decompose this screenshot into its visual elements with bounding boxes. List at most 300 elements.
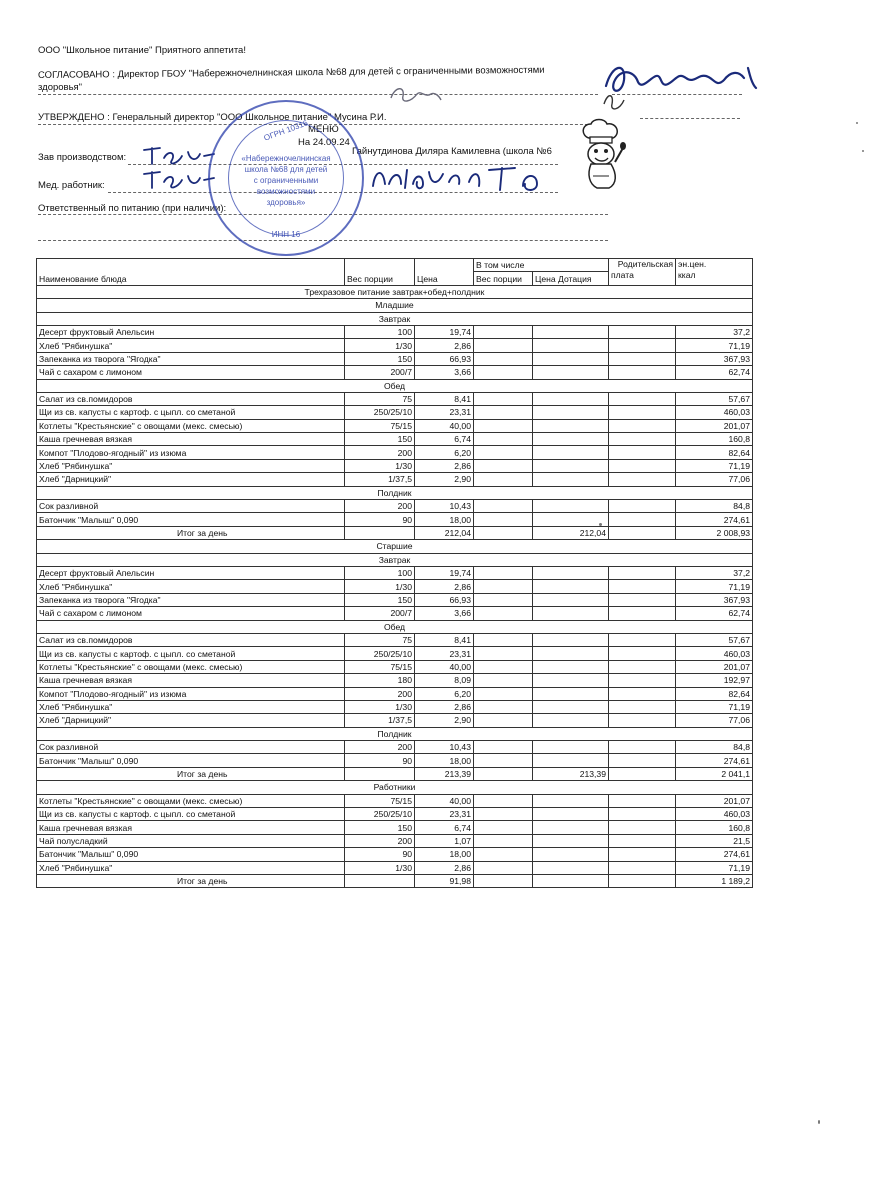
table-row <box>37 834 753 847</box>
section-row <box>37 486 753 499</box>
total-kcal: 2 008,93 <box>676 526 753 539</box>
parent-fee <box>609 660 676 673</box>
sub-price <box>533 339 609 352</box>
energy-kcal: 71,19 <box>676 700 753 713</box>
approved-sign-line <box>640 118 740 119</box>
sub-weight <box>474 834 533 847</box>
section-row <box>37 620 753 633</box>
dish-name: Щи из св. капусты с картоф. с цыпл. со сметаной <box>37 406 345 419</box>
total-parent-fee <box>609 526 676 539</box>
sub-weight <box>474 513 533 526</box>
table-row <box>37 714 753 727</box>
section-row <box>37 285 753 298</box>
section-title: Младшие <box>37 299 753 312</box>
total-row <box>37 874 753 887</box>
dish-name: Салат из св.помидоров <box>37 633 345 646</box>
total-price: 91,98 <box>415 874 474 887</box>
table-row <box>37 392 753 405</box>
price: 2,90 <box>415 714 474 727</box>
sub-weight <box>474 714 533 727</box>
parent-fee <box>609 566 676 579</box>
parent-fee <box>609 808 676 821</box>
dish-name: Каша гречневая вязкая <box>37 433 345 446</box>
sub-weight <box>474 446 533 459</box>
sub-price <box>533 392 609 405</box>
sub-price <box>533 687 609 700</box>
energy-kcal: 57,67 <box>676 633 753 646</box>
dish-name: Компот "Плодово-ягодный" из изюма <box>37 446 345 459</box>
total-sub-weight <box>474 767 533 780</box>
table-row <box>37 754 753 767</box>
parent-fee <box>609 821 676 834</box>
dish-name: Хлеб "Рябинушка" <box>37 580 345 593</box>
price: 6,74 <box>415 433 474 446</box>
sub-price <box>533 848 609 861</box>
header-dish: Наименование блюда <box>37 259 345 286</box>
parent-fee <box>609 861 676 874</box>
sub-price <box>533 459 609 472</box>
sub-price <box>533 419 609 432</box>
scan-speck <box>862 150 864 152</box>
total-parent-fee <box>609 767 676 780</box>
parent-fee <box>609 580 676 593</box>
header-energy <box>676 259 753 286</box>
agreed-line-2: здоровья" <box>38 82 83 93</box>
table-row <box>37 633 753 646</box>
company-line: ООО "Школьное питание" Приятного аппетита! <box>38 45 246 56</box>
header-energy-line-2: ккал <box>678 270 696 280</box>
total-subsidy: 212,04 <box>533 526 609 539</box>
section-title: Обед <box>37 379 753 392</box>
header-portion-weight: Вес порции <box>345 259 415 286</box>
portion-weight: 1/30 <box>345 339 415 352</box>
total-kcal: 1 189,2 <box>676 874 753 887</box>
chef-logo-icon <box>577 118 627 194</box>
price: 6,74 <box>415 821 474 834</box>
price: 2,86 <box>415 580 474 593</box>
parent-fee <box>609 500 676 513</box>
price: 2,86 <box>415 339 474 352</box>
portion-weight: 250/25/10 <box>345 406 415 419</box>
energy-kcal: 71,19 <box>676 339 753 352</box>
sub-price <box>533 633 609 646</box>
menu-table-body <box>37 259 753 888</box>
table-row <box>37 566 753 579</box>
sub-weight <box>474 419 533 432</box>
table-row <box>37 700 753 713</box>
table-row <box>37 647 753 660</box>
price: 8,09 <box>415 674 474 687</box>
parent-fee <box>609 714 676 727</box>
sub-price <box>533 607 609 620</box>
sub-price <box>533 754 609 767</box>
header-including: В том числе <box>474 259 609 272</box>
scan-speck <box>599 523 602 526</box>
portion-weight: 1/37,5 <box>345 714 415 727</box>
energy-kcal: 71,19 <box>676 459 753 472</box>
parent-fee <box>609 674 676 687</box>
table-row <box>37 366 753 379</box>
price: 8,41 <box>415 633 474 646</box>
portion-weight: 200 <box>345 500 415 513</box>
sub-price <box>533 647 609 660</box>
energy-kcal: 57,67 <box>676 392 753 405</box>
parent-fee <box>609 593 676 606</box>
dish-name: Батончик "Малыш" 0,090 <box>37 848 345 861</box>
energy-kcal: 84,8 <box>676 500 753 513</box>
production-person: Гайнутдинова Диляра Камилевна (школа №6 <box>352 146 552 157</box>
table-row <box>37 794 753 807</box>
energy-kcal: 367,93 <box>676 352 753 365</box>
parent-fee <box>609 834 676 847</box>
portion-weight: 75/15 <box>345 660 415 673</box>
table-row <box>37 808 753 821</box>
table-row <box>37 513 753 526</box>
total-label: Итог за день <box>37 526 345 539</box>
table-row <box>37 352 753 365</box>
parent-fee <box>609 392 676 405</box>
sub-price <box>533 741 609 754</box>
header-parent-fee <box>609 259 676 286</box>
parent-fee <box>609 459 676 472</box>
sub-weight <box>474 794 533 807</box>
energy-kcal: 201,07 <box>676 794 753 807</box>
section-title: Полдник <box>37 727 753 740</box>
parent-fee <box>609 700 676 713</box>
price: 2,86 <box>415 459 474 472</box>
energy-kcal: 160,8 <box>676 821 753 834</box>
dish-name: Компот "Плодово-ягодный" из изюма <box>37 687 345 700</box>
parent-fee <box>609 633 676 646</box>
price: 23,31 <box>415 406 474 419</box>
parent-fee <box>609 406 676 419</box>
dish-name: Чай с сахаром с лимоном <box>37 366 345 379</box>
price: 10,43 <box>415 500 474 513</box>
portion-weight: 1/30 <box>345 700 415 713</box>
portion-weight: 200/7 <box>345 366 415 379</box>
price: 23,31 <box>415 808 474 821</box>
section-row <box>37 540 753 553</box>
energy-kcal: 460,03 <box>676 808 753 821</box>
sub-price <box>533 593 609 606</box>
total-parent-fee <box>609 874 676 887</box>
initials-mark <box>600 90 630 114</box>
portion-weight: 200 <box>345 687 415 700</box>
table-header-row-1 <box>37 259 753 272</box>
parent-fee <box>609 446 676 459</box>
total-sub-weight <box>474 526 533 539</box>
sub-weight <box>474 500 533 513</box>
dish-name: Хлеб "Рябинушка" <box>37 459 345 472</box>
parent-fee <box>609 419 676 432</box>
dish-name: Котлеты "Крестьянские" с овощами (мекс. смесью) <box>37 794 345 807</box>
agreed-line: СОГЛАСОВАНО : Директор ГБОУ "Набережночелнинская школа №68 для детей с ограниченными возможностями <box>37 64 545 81</box>
portion-weight: 100 <box>345 566 415 579</box>
sub-weight <box>474 406 533 419</box>
sub-price <box>533 325 609 338</box>
section-row <box>37 312 753 325</box>
medic-name-signature <box>365 160 555 198</box>
table-row <box>37 687 753 700</box>
price: 66,93 <box>415 593 474 606</box>
energy-kcal: 201,07 <box>676 419 753 432</box>
price: 19,74 <box>415 325 474 338</box>
energy-kcal: 62,74 <box>676 366 753 379</box>
price: 2,90 <box>415 473 474 486</box>
header-energy-line-1: эн.цен. <box>678 259 707 269</box>
table-row <box>37 459 753 472</box>
price: 6,20 <box>415 446 474 459</box>
energy-kcal: 192,97 <box>676 674 753 687</box>
sub-weight <box>474 339 533 352</box>
sub-price <box>533 433 609 446</box>
energy-kcal: 274,61 <box>676 754 753 767</box>
sub-price <box>533 566 609 579</box>
section-title: Трехразовое питание завтрак+обед+полдник <box>37 285 753 298</box>
price: 40,00 <box>415 660 474 673</box>
portion-weight: 90 <box>345 513 415 526</box>
portion-weight: 250/25/10 <box>345 647 415 660</box>
price: 40,00 <box>415 419 474 432</box>
sub-price <box>533 660 609 673</box>
portion-weight: 75 <box>345 392 415 405</box>
total-label: Итог за день <box>37 874 345 887</box>
total-label: Итог за день <box>37 767 345 780</box>
sub-weight <box>474 392 533 405</box>
menu-table <box>36 258 753 888</box>
dish-name: Десерт фруктовый Апельсин <box>37 566 345 579</box>
sub-price <box>533 674 609 687</box>
table-row <box>37 433 753 446</box>
energy-kcal: 460,03 <box>676 647 753 660</box>
price: 3,66 <box>415 366 474 379</box>
parent-fee <box>609 366 676 379</box>
parent-fee <box>609 339 676 352</box>
table-row <box>37 821 753 834</box>
scan-speck <box>856 122 858 124</box>
dish-name: Хлеб "Дарницкий" <box>37 714 345 727</box>
table-row <box>37 325 753 338</box>
table-row <box>37 674 753 687</box>
table-row <box>37 339 753 352</box>
stamp-line-5: здоровья» <box>266 198 306 207</box>
section-title: Работники <box>37 781 753 794</box>
dish-name: Щи из св. капусты с картоф. с цыпл. со сметаной <box>37 647 345 660</box>
energy-kcal: 82,64 <box>676 687 753 700</box>
dish-name: Хлеб "Рябинушка" <box>37 700 345 713</box>
total-price: 212,04 <box>415 526 474 539</box>
sub-weight <box>474 580 533 593</box>
dish-name: Сок разливной <box>37 741 345 754</box>
sub-weight <box>474 821 533 834</box>
dish-name: Чай с сахаром с лимоном <box>37 607 345 620</box>
sub-weight <box>474 607 533 620</box>
sub-price <box>533 580 609 593</box>
portion-weight: 1/37,5 <box>345 473 415 486</box>
price: 1,07 <box>415 834 474 847</box>
section-row <box>37 727 753 740</box>
sub-price <box>533 821 609 834</box>
stamp-line-4: возможностями <box>256 187 316 196</box>
dish-name: Чай полусладкий <box>37 834 345 847</box>
energy-kcal: 460,03 <box>676 406 753 419</box>
price: 19,74 <box>415 566 474 579</box>
table-row <box>37 406 753 419</box>
sub-price <box>533 352 609 365</box>
section-title: Полдник <box>37 486 753 499</box>
total-row <box>37 526 753 539</box>
dish-name: Каша гречневая вязкая <box>37 821 345 834</box>
table-row <box>37 848 753 861</box>
stamp-line-1: «Набережночелнинская <box>241 154 331 163</box>
portion-weight: 1/30 <box>345 580 415 593</box>
total-subsidy: 213,39 <box>533 767 609 780</box>
sub-price <box>533 808 609 821</box>
sub-weight <box>474 647 533 660</box>
parent-fee <box>609 473 676 486</box>
table-row <box>37 580 753 593</box>
menu-date: На 24.09.24 <box>298 137 350 148</box>
medic-signature <box>138 166 218 196</box>
parent-fee <box>609 848 676 861</box>
sub-weight <box>474 700 533 713</box>
approved-line: УТВЕРЖДЕНО : Генеральный директор "ООО Школьное питание" Мусина Р.И. <box>38 112 387 123</box>
price: 3,66 <box>415 607 474 620</box>
portion-weight: 180 <box>345 674 415 687</box>
stamp-line-2: школа №68 для детей <box>244 165 328 174</box>
portion-weight: 75 <box>345 633 415 646</box>
sub-weight <box>474 366 533 379</box>
price: 18,00 <box>415 513 474 526</box>
medic-label: Мед. работник: <box>38 180 105 191</box>
dish-name: Батончик "Малыш" 0,090 <box>37 754 345 767</box>
energy-kcal: 84,8 <box>676 741 753 754</box>
parent-fee <box>609 433 676 446</box>
approver-signature <box>385 80 445 110</box>
price: 8,41 <box>415 392 474 405</box>
sub-weight <box>474 473 533 486</box>
sub-weight <box>474 848 533 861</box>
table-row <box>37 419 753 432</box>
dish-name: Сок разливной <box>37 500 345 513</box>
sub-weight <box>474 861 533 874</box>
dish-name: Котлеты "Крестьянские" с овощами (мекс. смесью) <box>37 660 345 673</box>
sub-price <box>533 700 609 713</box>
sub-weight <box>474 633 533 646</box>
price: 2,86 <box>415 700 474 713</box>
price: 40,00 <box>415 794 474 807</box>
total-row <box>37 767 753 780</box>
scan-speck <box>818 1120 820 1124</box>
energy-kcal: 201,07 <box>676 660 753 673</box>
energy-kcal: 274,61 <box>676 513 753 526</box>
dish-name: Запеканка из творога "Ягодка" <box>37 352 345 365</box>
sub-price <box>533 714 609 727</box>
dish-name: Салат из св.помидоров <box>37 392 345 405</box>
energy-kcal: 160,8 <box>676 433 753 446</box>
energy-kcal: 77,06 <box>676 473 753 486</box>
sub-weight <box>474 433 533 446</box>
parent-fee <box>609 754 676 767</box>
energy-kcal: 82,64 <box>676 446 753 459</box>
energy-kcal: 37,2 <box>676 566 753 579</box>
section-row <box>37 781 753 794</box>
table-row <box>37 741 753 754</box>
dish-name: Щи из св. капусты с картоф. с цыпл. со сметаной <box>37 808 345 821</box>
organization-stamp <box>208 100 364 256</box>
portion-weight: 1/30 <box>345 861 415 874</box>
dish-name: Хлеб "Рябинушка" <box>37 861 345 874</box>
energy-kcal: 37,2 <box>676 325 753 338</box>
header-sub-price: Цена Дотация <box>533 272 609 285</box>
price: 6,20 <box>415 687 474 700</box>
price: 23,31 <box>415 647 474 660</box>
header-parent-fee-line-1: Родительская <box>617 259 673 269</box>
dish-name: Запеканка из творога "Ягодка" <box>37 593 345 606</box>
sub-weight <box>474 352 533 365</box>
portion-weight: 150 <box>345 821 415 834</box>
agreed-underline <box>38 94 598 95</box>
price: 18,00 <box>415 848 474 861</box>
portion-weight: 90 <box>345 848 415 861</box>
dish-name: Котлеты "Крестьянские" с овощами (мекс. смесью) <box>37 419 345 432</box>
sub-weight <box>474 741 533 754</box>
sub-weight <box>474 674 533 687</box>
portion-weight: 75/15 <box>345 419 415 432</box>
portion-weight: 1/30 <box>345 459 415 472</box>
total-price: 213,39 <box>415 767 474 780</box>
sub-price <box>533 861 609 874</box>
dish-name: Хлеб "Дарницкий" <box>37 473 345 486</box>
total-weight <box>345 526 415 539</box>
energy-kcal: 77,06 <box>676 714 753 727</box>
price: 2,86 <box>415 861 474 874</box>
parent-fee <box>609 687 676 700</box>
header-parent-fee-line-2: плата <box>611 270 634 280</box>
sub-price <box>533 473 609 486</box>
portion-weight: 90 <box>345 754 415 767</box>
header-price: Цена <box>415 259 474 286</box>
parent-fee <box>609 513 676 526</box>
total-sub-weight <box>474 874 533 887</box>
sub-price <box>533 366 609 379</box>
portion-weight: 150 <box>345 593 415 606</box>
section-row <box>37 553 753 566</box>
section-title: Завтрак <box>37 553 753 566</box>
portion-weight: 200 <box>345 446 415 459</box>
dish-name: Хлеб "Рябинушка" <box>37 339 345 352</box>
price: 10,43 <box>415 741 474 754</box>
price: 66,93 <box>415 352 474 365</box>
sub-price <box>533 513 609 526</box>
responsible-label: Ответственный по питанию (при наличии): <box>38 203 227 214</box>
sub-price <box>533 446 609 459</box>
energy-kcal: 274,61 <box>676 848 753 861</box>
parent-fee <box>609 647 676 660</box>
portion-weight: 75/15 <box>345 794 415 807</box>
portion-weight: 150 <box>345 352 415 365</box>
sub-price <box>533 794 609 807</box>
sub-weight <box>474 754 533 767</box>
dish-name: Батончик "Малыш" 0,090 <box>37 513 345 526</box>
table-row <box>37 861 753 874</box>
energy-kcal: 71,19 <box>676 580 753 593</box>
portion-weight: 200 <box>345 834 415 847</box>
parent-fee <box>609 741 676 754</box>
total-weight <box>345 874 415 887</box>
stamp-line-3: с ограниченными <box>253 176 319 185</box>
energy-kcal: 367,93 <box>676 593 753 606</box>
